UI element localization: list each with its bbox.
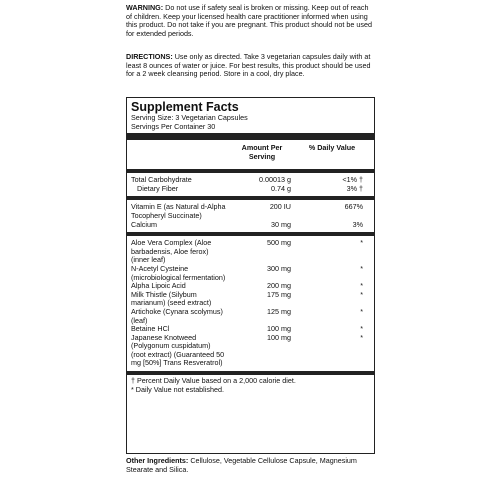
supplement-facts-panel xyxy=(126,97,375,454)
directions-label: DIRECTIONS: xyxy=(126,52,173,61)
warning-paragraph xyxy=(126,4,376,39)
facts-row xyxy=(131,334,371,368)
ingredient-name: N-Acetyl Cysteine (microbiological fermentation) xyxy=(131,263,226,282)
ingredient-name: Milk Thistle (Silybum marianum) (seed extract) xyxy=(131,289,212,308)
column-header xyxy=(131,140,371,168)
warning-label: WARNING: xyxy=(126,3,164,12)
other-ingredients-text: Cellulose, Vegetable Cellulose Capsule, Magnesium Stearate and Silica. xyxy=(126,456,357,474)
thick-divider xyxy=(127,133,374,140)
ingredient-daily-value: * xyxy=(360,263,363,273)
ingredient-daily-value: 3% xyxy=(352,219,363,229)
ingredient-daily-value: 667% xyxy=(344,202,363,212)
facts-row xyxy=(131,221,371,230)
ingredient-name: Dietary Fiber xyxy=(137,183,179,193)
ingredient-amount: 100 mg xyxy=(267,324,291,334)
ingredient-name: Betaine HCl xyxy=(131,324,170,334)
vitamin-group xyxy=(131,200,371,229)
ingredient-amount: 175 mg xyxy=(267,289,291,299)
facts-row xyxy=(131,265,371,282)
serving-size: Serving Size: 3 Vegetarian Capsules xyxy=(131,113,248,122)
ingredient-daily-value: * xyxy=(360,238,363,248)
ingredient-name: Total Carbohydrate xyxy=(131,175,192,185)
facts-row xyxy=(131,239,371,265)
ingredient-name: Calcium xyxy=(131,219,157,229)
ingredient-daily-value: * xyxy=(360,324,363,334)
ingredient-daily-value: <1% † xyxy=(342,175,363,185)
ingredient-daily-value: 3% † xyxy=(346,183,363,193)
ingredient-name: Artichoke (Cynara scolymus) (leaf) xyxy=(131,306,223,325)
daily-value-header: % Daily Value xyxy=(308,143,356,153)
facts-row xyxy=(131,308,371,325)
warning-text: Do not use if safety seal is broken or missing. Keep out of reach of children. Keep your licensed health care practitioner informed when using this product. Do not take if you are pregnant. This product should not be used for extended periods. xyxy=(126,3,372,39)
facts-title: Supplement Facts xyxy=(131,100,239,114)
ingredient-amount: 125 mg xyxy=(267,306,291,316)
footnotes xyxy=(131,375,371,394)
facts-row xyxy=(131,185,371,194)
directions-paragraph xyxy=(126,53,376,79)
ingredient-daily-value: * xyxy=(360,332,363,342)
ingredient-daily-value: * xyxy=(360,281,363,291)
ingredient-amount: 0.74 g xyxy=(271,183,291,193)
ingredient-amount: 500 mg xyxy=(267,238,291,248)
ingredient-name: Japanese Knotweed (Polygonum cuspidatum) (root extract) (Guaranteed 50 mg [50%] Trans Resveratrol) xyxy=(131,332,225,368)
servings-per-container: Servings Per Container 30 xyxy=(131,121,216,131)
facts-row xyxy=(131,203,371,220)
ingredient-name: Vitamin E (as Natural d-Alpha Tocopheryl Succinate) xyxy=(131,202,226,220)
ingredient-amount: 300 mg xyxy=(267,263,291,273)
ingredient-name: Alpha Lipoic Acid xyxy=(131,281,186,291)
ingredient-group xyxy=(131,236,371,368)
ingredient-daily-value: * xyxy=(360,289,363,299)
other-ingredients xyxy=(126,457,376,474)
other-ingredients-label: Other Ingredients: xyxy=(126,456,189,465)
ingredient-amount: 200 mg xyxy=(267,281,291,291)
ingredient-amount: 30 mg xyxy=(271,219,291,229)
ingredient-daily-value: * xyxy=(360,306,363,316)
directions-text: Use only as directed. Take 3 vegetarian capsules daily with at least 8 ounces of water or juice. For best results, this product should be used for a 2 week cleansing period. Store in a cool, dry place. xyxy=(126,52,371,79)
amount-per-serving-header: Amount Per Serving xyxy=(241,143,283,161)
ingredient-amount: 0.00013 g xyxy=(259,175,291,185)
footnote-dv-not-established: * Daily Value not established. xyxy=(131,384,224,394)
footnote-percent-dv: † Percent Daily Value based on a 2,000 calorie diet. xyxy=(131,376,296,386)
facts-row xyxy=(131,291,371,308)
ingredient-amount: 200 IU xyxy=(269,202,291,212)
ingredient-amount: 100 mg xyxy=(267,332,291,342)
ingredient-name: Aloe Vera Complex (Aloe barbadensis, Aloe ferox) (inner leaf) xyxy=(131,238,212,265)
carbohydrate-group xyxy=(131,173,371,193)
